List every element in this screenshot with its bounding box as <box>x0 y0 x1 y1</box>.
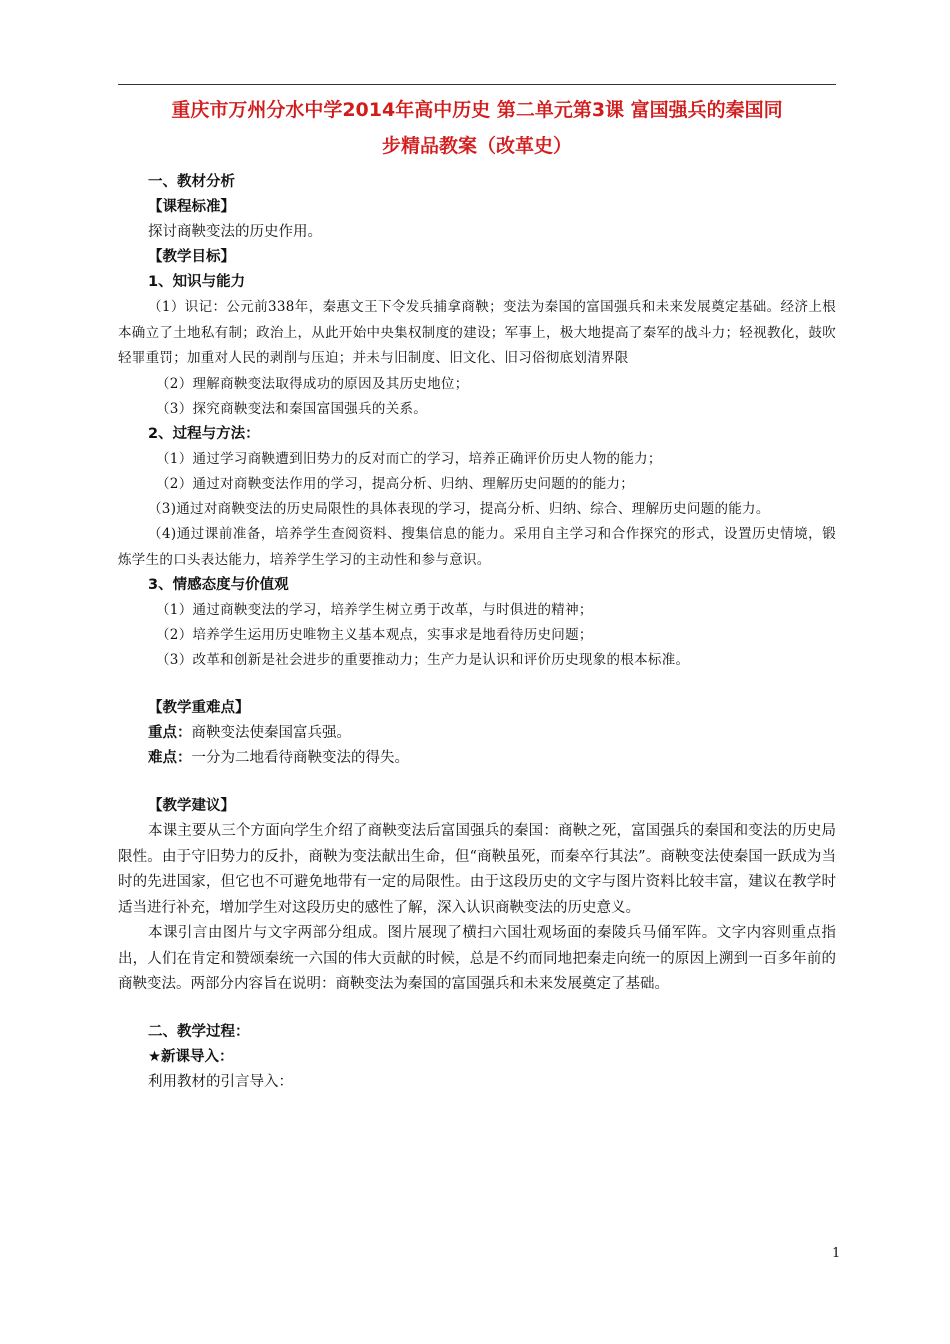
process-item-4: （4)通过课前准备，培养学生查阅资料、搜集信息的能力。采用自主学习和合作探究的形式，设置历史情境，锻炼学生的口头表达能力，培养学生学习的主动性和参与意识。 <box>118 526 836 568</box>
difficult-point <box>148 746 836 771</box>
key-point <box>148 721 836 746</box>
document-title <box>118 92 836 164</box>
section-heading-2: 二、教学过程： <box>148 1023 250 1040</box>
page-number: 1 <box>832 1246 841 1261</box>
new-lesson-intro-heading: ★新课导入： <box>148 1048 234 1065</box>
teaching-goals-heading: 【教学目标】 <box>148 249 235 265</box>
course-standard-text: 探讨商鞅变法的历史作用。 <box>148 224 322 240</box>
document-body <box>118 170 836 1095</box>
section-heading-1: 一、教材分析 <box>148 174 235 190</box>
goal-process-heading: 2、过程与方法： <box>148 425 260 442</box>
process-item-2: （2）通过对商鞅变法作用的学习，提高分析、归纳、理解历史问题的的能力； <box>156 475 635 492</box>
header-rule <box>118 84 836 85</box>
course-standard-heading: 【课程标准】 <box>148 199 235 215</box>
title-line-2: 步精品教案（改革史） <box>381 135 572 157</box>
key-point-label: 重点： <box>148 725 192 741</box>
knowledge-item-1: （1）识记：公元前338年，秦惠文王下令发兵捕拿商鞅；变法为秦国的富国强兵和未来发展奠定基础。经济上根本确立了土地私有制；政治上，从此开始中央集权制度的建设；军事上，极大地提高了秦军的战斗力；轻视教化，鼓吹轻罪重罚；加重对人民的剥削与压迫；并未与旧制度、旧文化、旧习俗彻底划清界限 <box>118 299 836 366</box>
process-item-1: （1）通过学习商鞅遭到旧势力的反对而亡的学习，培养正确评价历史人物的能力； <box>156 450 662 467</box>
emotion-item-3: （3）改革和创新是社会进步的重要推动力；生产力是认识和评价历史现象的根本标准。 <box>156 652 690 668</box>
key-point-text: 商鞅变法使秦国富兵强。 <box>191 725 351 741</box>
process-goals-long <box>118 497 836 574</box>
advice-paragraph-1: 本课主要从三个方面向学生介绍了商鞅变法后富国强兵的秦国：商鞅之死，富国强兵的秦国和变法的历史局限性。由于守旧势力的反扑，商鞅为变法献出生命，但“商鞅虽死，而秦卒行其法”。商鞅变法使秦国一跃成为当时的先进国家，但它也不可避免地带有一定的局限性。由于这段历史的文字与图片资料比较丰富，建议在教学时适当进行补充，增加学生对这段历史的感性了解，深入认识商鞅变法的历史意义。 <box>118 823 836 916</box>
new-lesson-intro-text: 利用教材的引言导入： <box>148 1073 293 1090</box>
goal-emotion-heading: 3、情感态度与价值观 <box>148 577 289 593</box>
teaching-advice <box>118 819 836 998</box>
process-item-3: （3)通过对商鞅变法的历史局限性的具体表现的学习，提高分析、归纳、综合、理解历史问题的能力。 <box>148 500 770 517</box>
knowledge-item-3: （3）探究商鞅变法和秦国富国强兵的关系。 <box>156 400 428 417</box>
title-line-1: 重庆市万州分水中学2014年高中历史 第二单元第3课 富国强兵的秦国同 <box>171 99 783 121</box>
teaching-advice-heading: 【教学建议】 <box>148 798 235 814</box>
goal-knowledge-heading: 1、知识与能力 <box>148 274 246 290</box>
key-difficult-heading: 【教学重难点】 <box>148 700 250 716</box>
emotion-item-1: （1）通过商鞅变法的学习，培养学生树立勇于改革，与时俱进的精神； <box>156 602 593 618</box>
knowledge-goals <box>118 295 836 372</box>
difficult-point-text: 一分为二地看待商鞅变法的得失。 <box>191 750 409 766</box>
emotion-item-2: （2）培养学生运用历史唯物主义基本观点，实事求是地看待历史问题； <box>156 627 593 643</box>
knowledge-item-2: （2）理解商鞅变法取得成功的原因及其历史地位； <box>156 375 469 392</box>
difficult-point-label: 难点： <box>148 750 192 766</box>
advice-paragraph-2: 本课引言由图片与文字两部分组成。图片展现了横扫六国壮观场面的秦陵兵马俑军阵。文字内容则重点指出，人们在肯定和赞颂秦统一六国的伟大贡献的时候，总是不约而同地把秦走向统一的原因上溯到一百多年前的商鞅变法。两部分内容旨在说明：商鞅变法为秦国的富国强兵和未来发展奠定了基础。 <box>118 925 836 992</box>
